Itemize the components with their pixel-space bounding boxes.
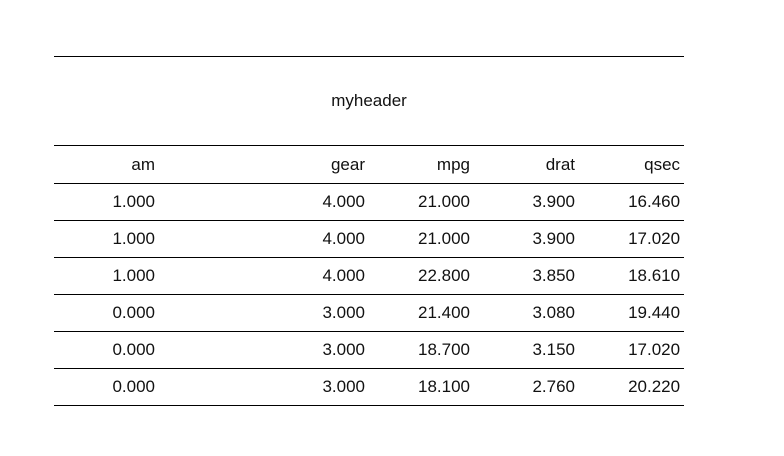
column-header-mpg: mpg	[369, 146, 474, 184]
table-row	[54, 184, 684, 221]
cell-drat: 3.900	[474, 184, 579, 221]
table-title-row	[54, 57, 684, 146]
table-header-row	[54, 146, 684, 184]
cell-mpg: 21.400	[369, 295, 474, 332]
cell-qsec: 16.460	[579, 184, 684, 221]
cell-qsec: 20.220	[579, 369, 684, 406]
column-header-drat: drat	[474, 146, 579, 184]
cell-qsec: 17.020	[579, 221, 684, 258]
table-row	[54, 332, 684, 369]
cell-mpg: 21.000	[369, 221, 474, 258]
data-table-container	[54, 56, 684, 406]
cell-am: 0.000	[54, 332, 159, 369]
cell-mpg: 18.700	[369, 332, 474, 369]
cell-drat: 3.900	[474, 221, 579, 258]
cell-gear: 3.000	[159, 295, 369, 332]
table-row	[54, 295, 684, 332]
table-row	[54, 221, 684, 258]
cell-gear: 3.000	[159, 332, 369, 369]
cell-qsec: 19.440	[579, 295, 684, 332]
column-header-am: am	[54, 146, 159, 184]
cell-am: 1.000	[54, 221, 159, 258]
cell-gear: 4.000	[159, 184, 369, 221]
cell-mpg: 22.800	[369, 258, 474, 295]
data-table	[54, 56, 684, 406]
cell-am: 0.000	[54, 295, 159, 332]
column-header-gear: gear	[159, 146, 369, 184]
cell-drat: 3.850	[474, 258, 579, 295]
cell-mpg: 18.100	[369, 369, 474, 406]
cell-am: 1.000	[54, 258, 159, 295]
table-row	[54, 258, 684, 295]
cell-drat: 3.150	[474, 332, 579, 369]
cell-am: 1.000	[54, 184, 159, 221]
cell-qsec: 17.020	[579, 332, 684, 369]
cell-qsec: 18.610	[579, 258, 684, 295]
table-title: myheader	[54, 57, 684, 146]
cell-drat: 3.080	[474, 295, 579, 332]
cell-mpg: 21.000	[369, 184, 474, 221]
table-row	[54, 369, 684, 406]
cell-drat: 2.760	[474, 369, 579, 406]
cell-gear: 4.000	[159, 221, 369, 258]
column-header-qsec: qsec	[579, 146, 684, 184]
cell-gear: 3.000	[159, 369, 369, 406]
cell-am: 0.000	[54, 369, 159, 406]
cell-gear: 4.000	[159, 258, 369, 295]
